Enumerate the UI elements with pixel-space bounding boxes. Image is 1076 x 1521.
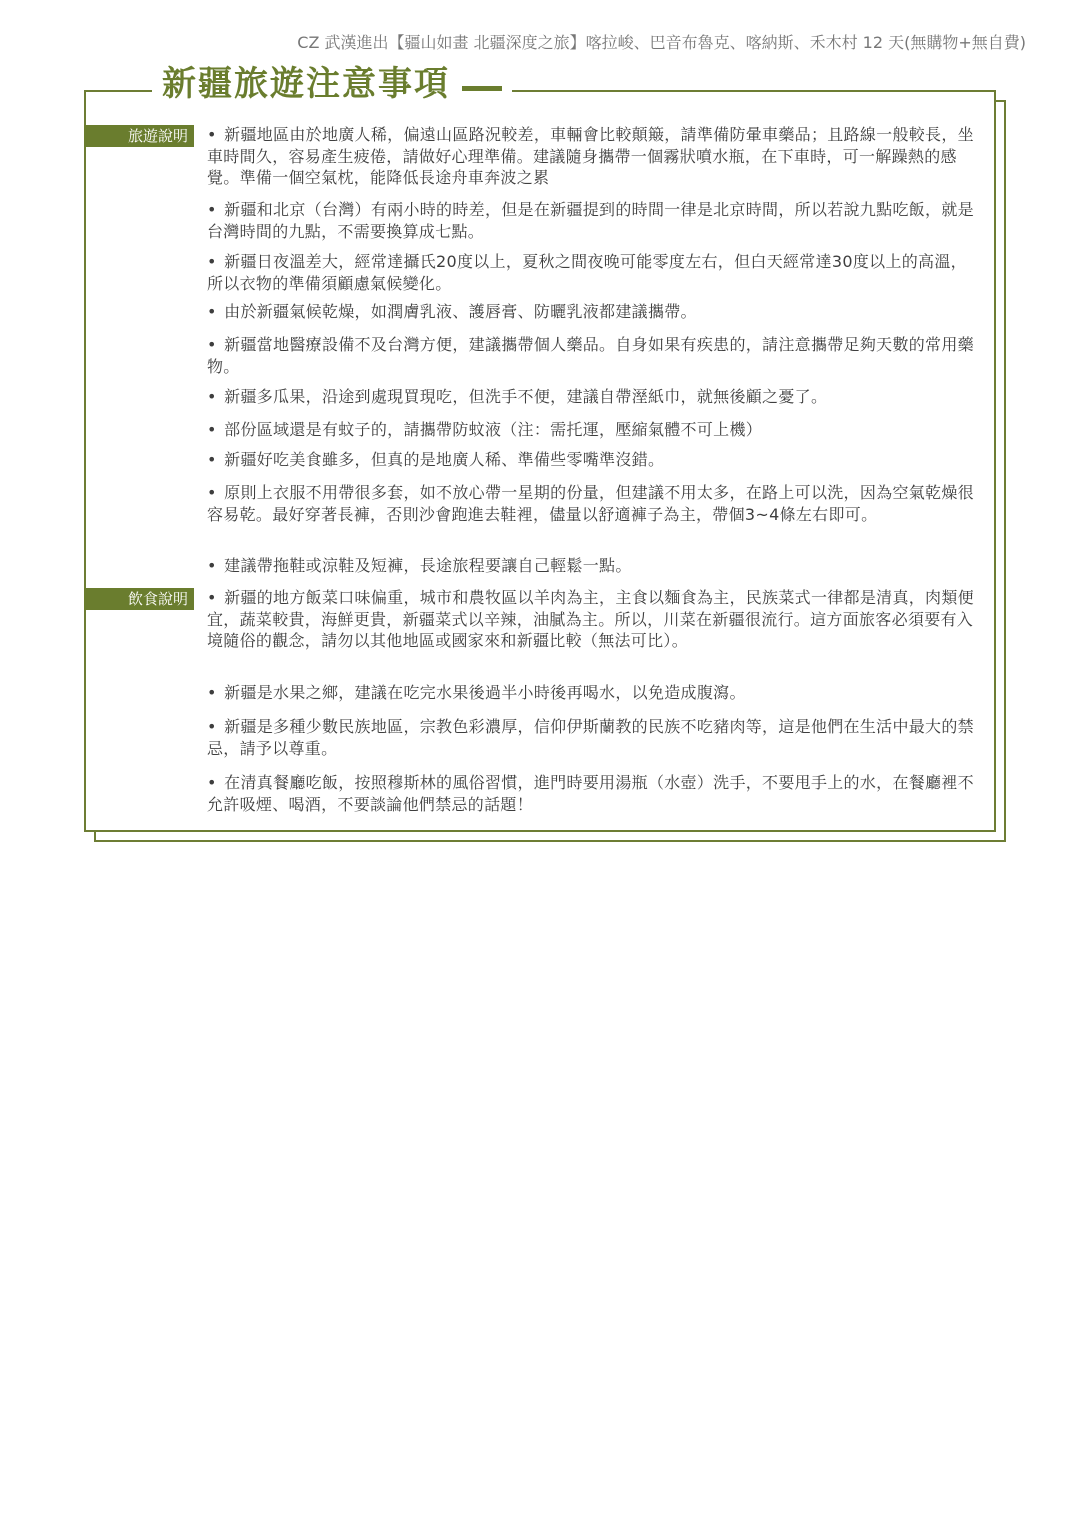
travel-item [207, 124, 975, 189]
travel-item [207, 251, 975, 294]
travel-item-text: 新疆地區由於地廣人稀，偏遠山區路況較差，車輛會比較顛簸，請準備防暈車藥品；且路線一般較長，坐車時間久，容易產生疲倦，請做好心理準備。建議隨身攜帶一個霧狀噴水瓶，在下車時，可一解躁熱的感覺。準備一個空氣枕，能降低長途舟車奔波之累 [207, 125, 974, 187]
food-item-text: 在清真餐廳吃飯，按照穆斯林的風俗習慣，進門時要用湯瓶（水壺）洗手，不要甩手上的水，在餐廳裡不允許吸煙、喝酒，不要談論他們禁忌的話題！ [207, 773, 974, 814]
food-item [207, 716, 975, 759]
bullet-icon: • [207, 200, 217, 219]
travel-item-text: 部份區域還是有蚊子的，請攜帶防蚊液（注：需托運，壓縮氣體不可上機） [224, 420, 763, 439]
section-label-food: 飲食說明 [84, 588, 194, 610]
bullet-icon: • [207, 302, 217, 321]
title-block [152, 60, 512, 108]
bullet-icon: • [207, 483, 217, 502]
bullet-icon: • [207, 773, 217, 792]
travel-item-text: 原則上衣服不用帶很多套，如不放心帶一星期的份量，但建議不用太多，在路上可以洗，因為空氣乾燥很容易乾。最好穿著長褲，否則沙會跑進去鞋裡，儘量以舒適褲子為主，帶個3~4條左右即可。 [207, 483, 974, 524]
travel-item [207, 482, 975, 525]
travel-item-text: 由於新疆氣候乾燥，如潤膚乳液、護唇膏、防曬乳液都建議攜帶。 [224, 302, 697, 321]
food-item [207, 682, 975, 704]
travel-item [207, 386, 975, 408]
bullet-icon: • [207, 252, 217, 271]
travel-item-text: 新疆多瓜果，沿途到處現買現吃，但洗手不便，建議自帶溼紙巾，就無後顧之憂了。 [224, 387, 828, 406]
travel-item-text: 新疆好吃美食雖多，但真的是地廣人稀、準備些零嘴準沒錯。 [224, 450, 665, 469]
travel-item-text: 新疆當地醫療設備不及台灣方便，建議攜帶個人藥品。自身如果有疾患的，請注意攜帶足夠天數的常用藥物。 [207, 335, 974, 376]
section-label-travel: 旅遊說明 [84, 125, 194, 147]
food-item-text: 新疆是多種少數民族地區，宗教色彩濃厚，信仰伊斯蘭教的民族不吃豬肉等，這是他們在生活中最大的禁忌，請予以尊重。 [207, 717, 974, 758]
food-item-text: 新疆的地方飯菜口味偏重，城市和農牧區以羊肉為主，主食以麵食為主，民族菜式一律都是清真，肉類便宜，蔬菜較貴，海鮮更貴，新疆菜式以辛辣，油膩為主。所以，川菜在新疆很流行。這方面旅客必須要有入境隨俗的觀念，請勿以其他地區或國家來和新疆比較（無法可比）。 [207, 588, 974, 650]
food-item [207, 772, 975, 815]
title-decoration-bar [462, 86, 502, 91]
page-title: 新疆旅遊注意事項 [162, 64, 450, 104]
travel-item [207, 301, 975, 323]
bullet-icon: • [207, 588, 217, 607]
bullet-icon: • [207, 387, 217, 406]
bullet-icon: • [207, 556, 217, 575]
bullet-icon: • [207, 335, 217, 354]
bullet-icon: • [207, 420, 217, 439]
travel-item-text: 建議帶拖鞋或涼鞋及短褲，長途旅程要讓自己輕鬆一點。 [224, 556, 632, 575]
food-item [207, 587, 975, 652]
travel-item [207, 555, 975, 577]
bullet-icon: • [207, 450, 217, 469]
food-item-text: 新疆是水果之鄉，建議在吃完水果後過半小時後再喝水，以免造成腹瀉。 [224, 683, 746, 702]
bullet-icon: • [207, 717, 217, 736]
travel-item [207, 449, 975, 471]
document-header: CZ 武漢進出【疆山如畫 北疆深度之旅】喀拉峻、巴音布魯克、喀納斯、禾木村 12 天(無購物+無自費) [297, 33, 1026, 52]
travel-item [207, 419, 975, 441]
travel-item [207, 334, 975, 377]
travel-item-text: 新疆和北京（台灣）有兩小時的時差，但是在新疆提到的時間一律是北京時間，所以若說九點吃飯，就是台灣時間的九點，不需要換算成七點。 [207, 200, 974, 241]
travel-item-text: 新疆日夜溫差大，經常達攝氏20度以上，夏秋之間夜晚可能零度左右，但白天經常達30度以上的高溫，所以衣物的準備須顧慮氣候變化。 [207, 252, 967, 293]
bullet-icon: • [207, 683, 217, 702]
bullet-icon: • [207, 125, 217, 144]
travel-item [207, 199, 975, 242]
